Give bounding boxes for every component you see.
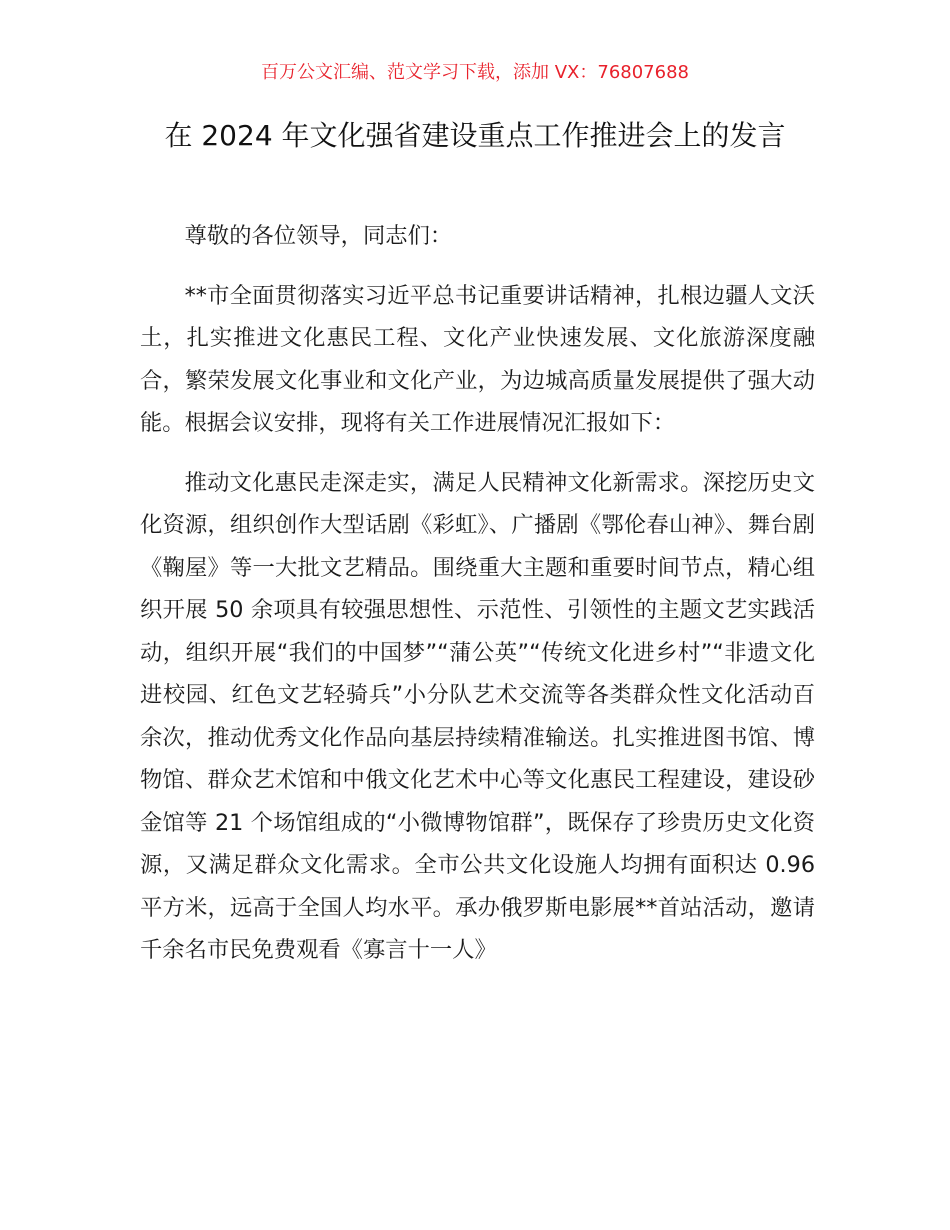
- salutation: 尊敬的各位领导，同志们：: [184, 223, 453, 249]
- paragraph: 推动文化惠民走深走实，满足人民精神文化新需求。深挖历史文化资源，组织创作大型话剧《彩虹》、广播剧《鄂伦春山神》、舞台剧《鞠屋》等一大批文艺精品。围绕重大主题和重要时间节点，精心组织开展 50 余项具有较强思想性、示范性、引领性的主题文艺实践活动，组织开展“我们的中国梦”“蒲公英”“传统文化进乡村”“非遗文化进校园、红色文艺轻骑兵”小分队艺术交流等各类群众性文化活动百余次，推动优秀文化作品向基层持续精准输送。扎实推进图书馆、博物馆、群众艺术馆和中俄文化艺术中心等文化惠民工程建设，建设砂金馆等 21 个场馆组成的“小微博物馆群”，既保存了珍贵历史文化资源，又满足群众文化需求。全市公共文化设施人均拥有面积达 0.96 平方米，远高于全国人均水平。承办俄罗斯电影展**首站活动，邀请千余名市民免费观看《寡言十一人》: [140, 469, 815, 963]
- document-body: [140, 215, 815, 972]
- header-banner: 百万公文汇编、范文学习下载，添加 VX：76807688: [261, 62, 689, 83]
- paragraph: **市全面贯彻落实习近平总书记重要讲话精神，扎根边疆人文沃土，扎实推进文化惠民工程、文化产业快速发展、文化旅游深度融合，繁荣发展文化事业和文化产业，为边城高质量发展提供了强大动能。根据会议安排，现将有关工作进展情况汇报如下：: [140, 282, 815, 436]
- document-title: 在 2024 年文化强省建设重点工作推进会上的发言: [164, 119, 786, 152]
